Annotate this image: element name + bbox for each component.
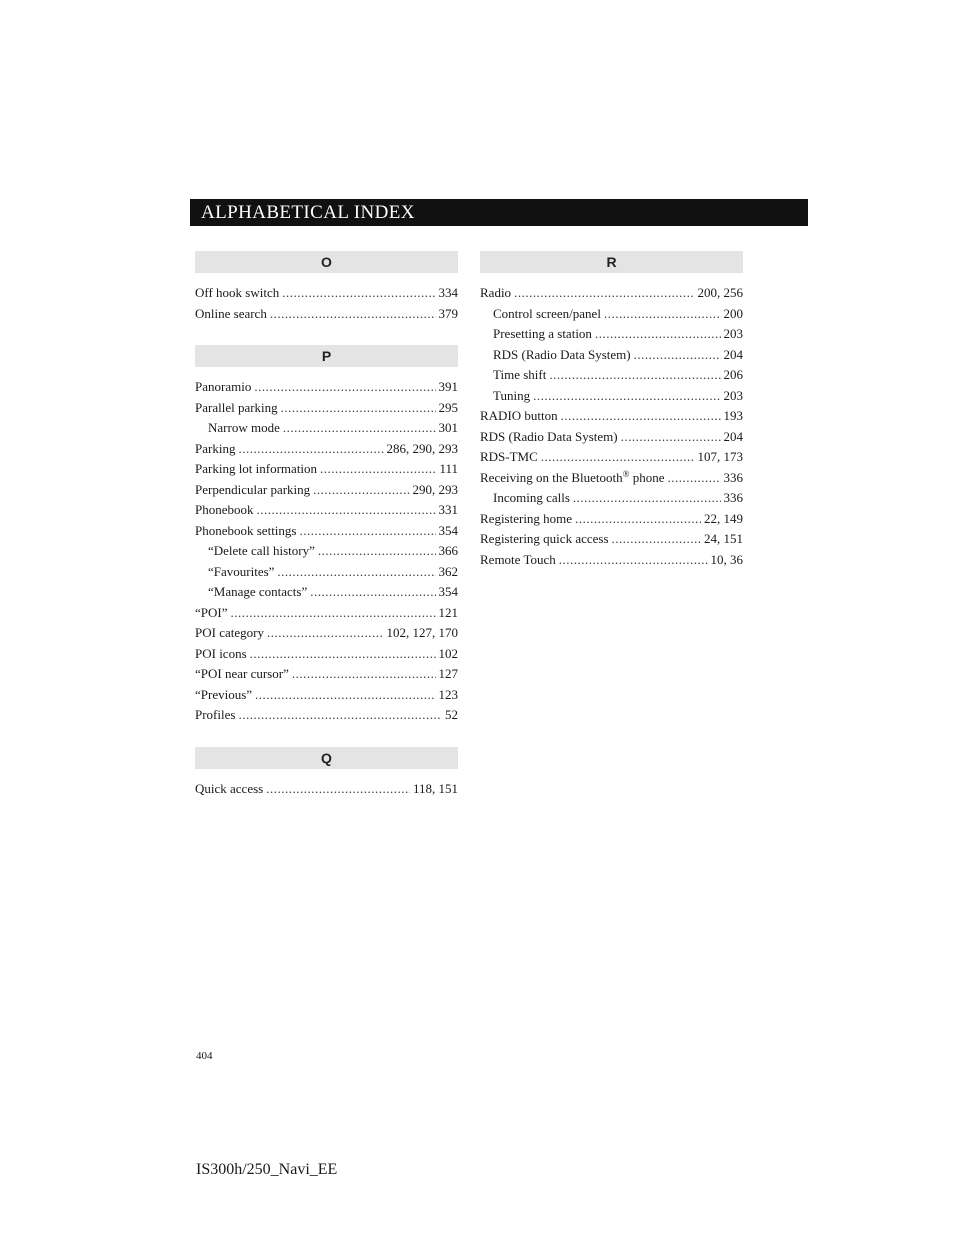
entry-term-suffix: phone [629,469,665,485]
entry-page-refs: 127 [438,666,458,681]
index-entry [480,283,743,304]
index-entry [195,705,458,726]
entry-term-text: Receiving on the Bluetooth [480,469,623,485]
entry-term: POI category [195,625,264,640]
page-title: ALPHABETICAL INDEX [201,202,415,223]
dot-leader [561,406,721,427]
index-entry [195,377,458,398]
dot-leader [267,623,384,644]
entry-page-refs: 366 [438,543,458,558]
entry-page-refs: 107, 173 [697,449,743,464]
dot-leader [277,562,435,583]
index-entry [480,468,743,489]
index-section-r [480,251,743,570]
dot-leader [270,304,436,325]
entry-page-refs: 354 [438,522,458,538]
entry-page-refs: 123 [438,686,458,702]
dot-leader [266,779,410,800]
entry-page-refs: 336 [723,469,743,485]
page-number: 404 [196,1050,213,1062]
dot-leader [292,664,436,685]
dot-leader [559,550,708,571]
dot-leader [281,398,436,419]
dot-leader [318,541,436,562]
dot-leader [283,418,436,439]
registered-mark: ® [622,468,630,479]
dot-leader [634,345,721,366]
dot-leader [668,468,721,489]
entry-page-refs: 193 [723,408,743,423]
index-subentry [480,345,743,366]
index-entry [195,439,458,460]
entry-term [480,468,665,489]
entry-term: “Favourites” [208,563,275,579]
dot-leader [595,324,721,345]
index-entry [195,521,458,542]
dot-leader [238,705,442,726]
section-letter-heading: Q [195,747,458,769]
dot-leader [250,644,436,665]
entry-term: Control screen/panel [493,305,601,321]
index-entry [195,304,458,325]
dot-leader [604,304,721,325]
entry-page-refs: 10, 36 [710,551,743,567]
dot-leader [299,521,435,542]
dot-leader [320,459,436,480]
index-entry [195,398,458,419]
entry-page-refs: 121 [438,604,458,620]
entry-page-refs: 336 [723,490,743,505]
entry-term: Parking [195,440,236,456]
entry-term: Quick access [195,780,264,796]
entry-term: Online search [195,305,267,321]
entry-page-refs: 286, 290, 293 [386,440,458,456]
index-entry [480,509,743,530]
entry-term: Profiles [195,707,236,722]
dot-leader [541,447,695,468]
entry-term: Remote Touch [480,551,556,567]
entry-page-refs: 362 [438,563,458,579]
entry-page-refs: 334 [438,285,458,300]
entry-page-refs: 391 [438,379,458,394]
entry-term: Registering quick access [480,531,609,546]
dot-leader [573,488,721,509]
entry-term: “Previous” [195,686,253,702]
index-column-left [195,251,458,799]
dot-leader [514,283,694,304]
index-subentry [480,304,743,325]
index-entry [195,459,458,480]
entry-term: Registering home [480,510,573,526]
index-column-right [480,251,743,570]
dot-leader [282,283,435,304]
index-header-bar [190,199,808,226]
dot-leader [313,480,409,501]
entry-term: “Manage contacts” [208,584,308,599]
index-subentry [480,365,743,386]
entry-page-refs: 354 [438,584,458,599]
entry-term: Perpendicular parking [195,481,311,497]
index-entry [480,529,743,550]
index-subentry [195,418,458,439]
entry-page-refs: 331 [438,502,458,517]
index-entry [480,406,743,427]
entry-term: Off hook switch [195,285,280,300]
index-entry [195,644,458,665]
index-subentry [480,488,743,509]
index-entry [195,480,458,501]
entry-term: Time shift [493,367,547,382]
index-entry [480,447,743,468]
index-entry [195,283,458,304]
index-subentry [480,324,743,345]
entry-term: Presetting a station [493,326,592,341]
entry-term: “Delete call history” [208,543,315,558]
entry-term: Panoramio [195,379,252,394]
entry-term: Parallel parking [195,399,278,415]
entry-term: Narrow mode [208,420,280,435]
entry-term: RDS (Radio Data System) [480,428,618,444]
dot-leader [255,685,435,706]
dot-leader [549,365,720,386]
entry-term: “POI near cursor” [195,666,289,681]
entry-term: Phonebook [195,502,254,517]
entry-page-refs: 203 [723,387,743,403]
entry-page-refs: 301 [438,420,458,435]
dot-leader [231,603,436,624]
entry-term: Parking lot information [195,461,318,476]
dot-leader [254,377,435,398]
dot-leader [533,386,720,407]
section-letter-heading: P [195,345,458,367]
section-letter-heading: R [480,251,743,273]
index-subentry [480,386,743,407]
entry-page-refs: 200, 256 [697,285,743,300]
entry-term: POI icons [195,645,247,661]
entry-page-refs: 102, 127, 170 [386,625,458,640]
dot-leader [310,582,435,603]
entry-page-refs: 295 [438,399,458,415]
entry-page-refs: 111 [439,461,458,476]
entry-page-refs: 52 [445,707,458,722]
entry-page-refs: 22, 149 [704,510,743,526]
entry-page-refs: 24, 151 [704,531,743,546]
entry-page-refs: 204 [723,428,743,444]
index-entry [480,550,743,571]
dot-leader [612,529,701,550]
entry-term: RDS (Radio Data System) [493,346,631,362]
index-entry [195,779,458,800]
entry-term: Incoming calls [493,490,570,505]
index-subentry [195,562,458,583]
index-subentry [195,582,458,603]
entry-page-refs: 206 [723,367,743,382]
index-section-o [195,251,458,324]
dot-leader [621,427,721,448]
dot-leader [575,509,701,530]
entry-page-refs: 290, 293 [412,481,458,497]
section-letter-heading: O [195,251,458,273]
entry-term: “POI” [195,604,228,620]
index-section-q [195,747,458,800]
entry-page-refs: 200 [723,305,743,321]
entry-term: RADIO button [480,408,558,423]
entry-term: Tuning [493,387,531,403]
index-entry [195,664,458,685]
index-entry [195,685,458,706]
entry-term: RDS-TMC [480,449,538,464]
index-section-p [195,345,458,726]
index-entry [195,603,458,624]
entry-page-refs: 379 [438,305,458,321]
entry-page-refs: 102 [438,645,458,661]
index-entry [195,623,458,644]
entry-page-refs: 118, 151 [412,780,458,796]
entry-page-refs: 203 [723,326,743,341]
footer-document-id: IS300h/250_Navi_EE [196,1161,338,1178]
entry-term: Radio [480,285,512,300]
index-entry [480,427,743,448]
dot-leader [257,500,436,521]
index-entry [195,500,458,521]
entry-page-refs: 204 [723,346,743,362]
dot-leader [238,439,383,460]
index-subentry [195,541,458,562]
entry-term: Phonebook settings [195,522,297,538]
